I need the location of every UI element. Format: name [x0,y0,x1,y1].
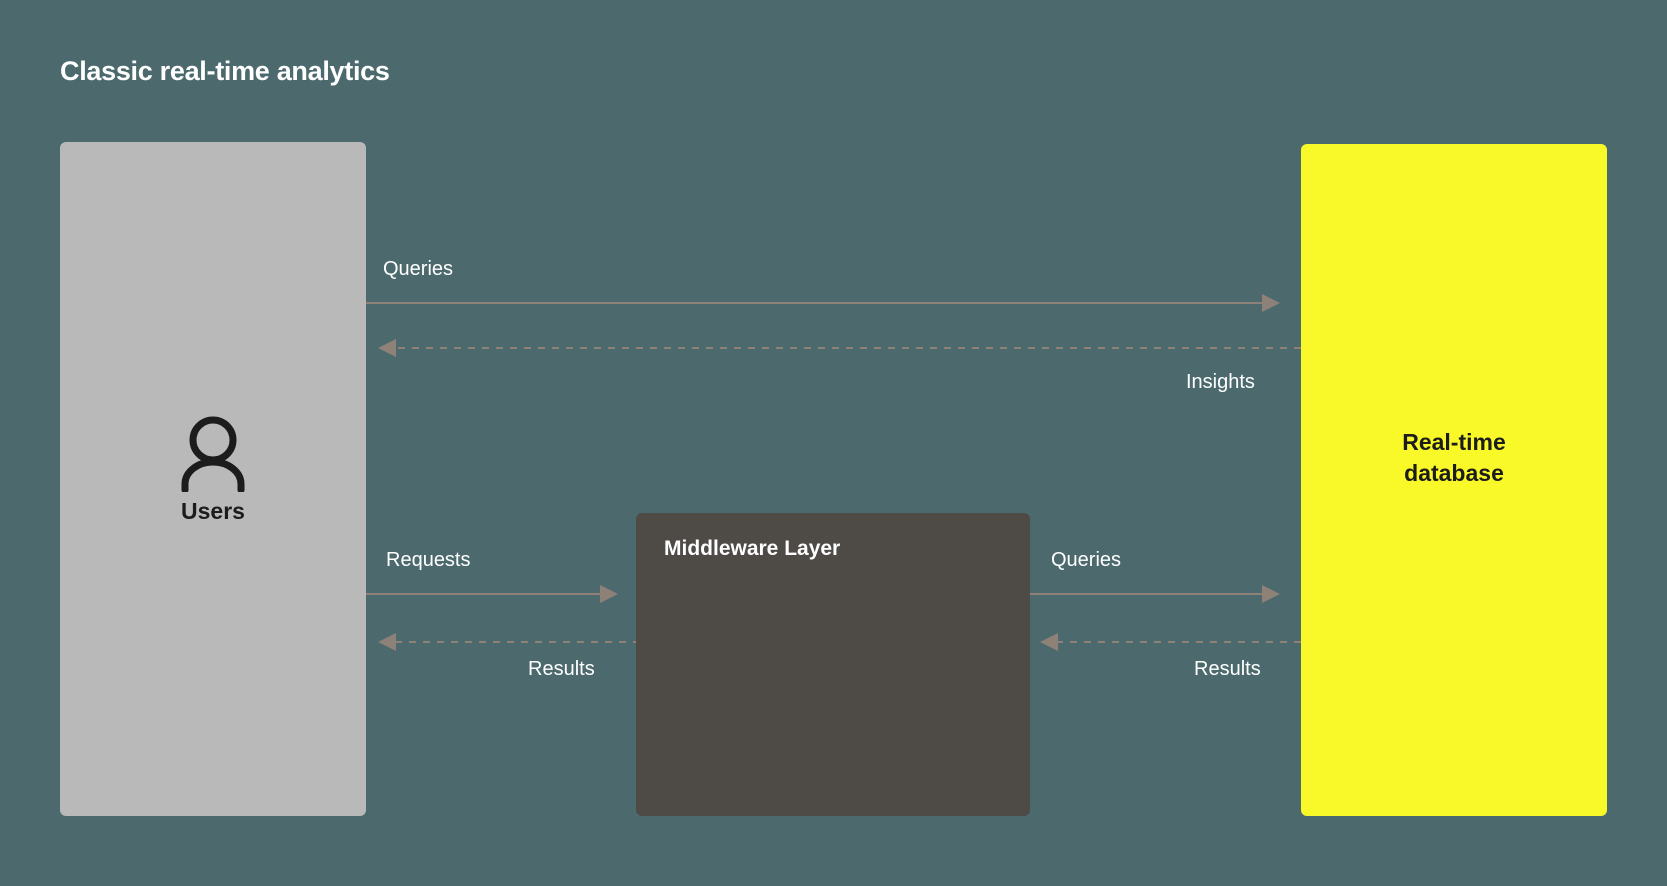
node-users[interactable] [60,142,366,816]
edge-label-users-to-database-queries: Queries [383,258,454,280]
node-users-label: Users [181,498,245,524]
node-middleware[interactable] [636,513,1030,816]
edge-label-middleware-to-database-queries: Queries [1051,549,1122,571]
users-node-content [60,414,366,525]
edge-label-database-to-users-insights: Insights [1186,371,1255,393]
node-database[interactable] [1301,144,1607,816]
page-title: Classic real-time analytics [60,56,390,86]
user-icon [177,414,249,492]
edge-label-database-to-middleware-results: Results [1194,658,1261,680]
node-database-label [1301,427,1607,489]
node-database-label-line1: Real-time [1402,429,1506,455]
edge-label-middleware-to-users-results: Results [528,658,595,680]
node-database-label-line2: database [1404,460,1504,487]
edge-label-users-to-middleware-requests: Requests [386,549,471,571]
node-middleware-label: Middleware Layer [664,537,841,560]
